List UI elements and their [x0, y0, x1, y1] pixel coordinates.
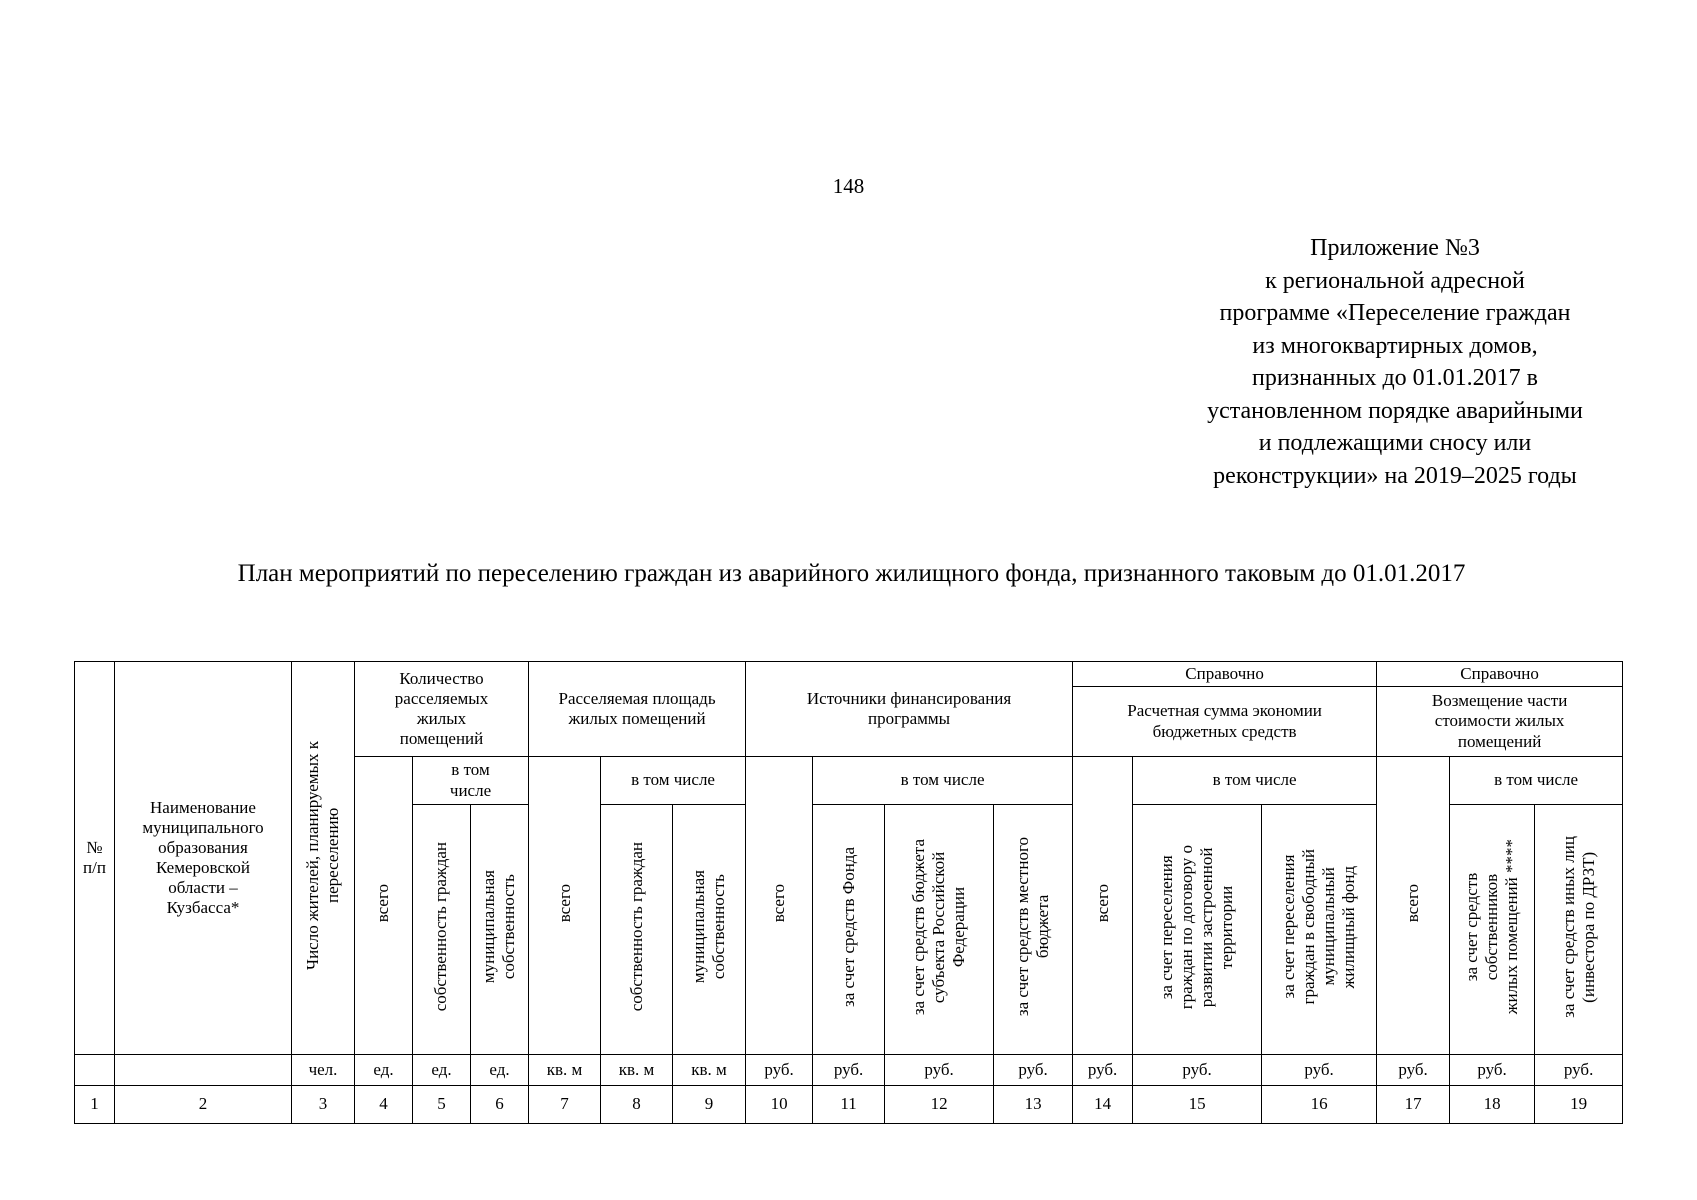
unit-cell: ед. [413, 1055, 471, 1086]
units-row [75, 1055, 1623, 1086]
col-header-area-citizens [601, 805, 673, 1055]
col-header-residents-line: Число жителей, планируемых к [302, 740, 322, 970]
column-number-cell: 8 [601, 1086, 673, 1124]
col-header-line: за счет средств [1462, 872, 1482, 982]
col-header-local-budget [994, 805, 1073, 1055]
group-header-savings-line: Расчетная сумма экономии [1127, 701, 1322, 721]
group-header-compensation-line: Возмещение части [1431, 691, 1568, 711]
compensation-including-header: в том числе [1450, 757, 1623, 805]
col-header-total-text: всего [554, 883, 574, 923]
group-header-compensation-line: стоимости жилых [1434, 711, 1565, 731]
plan-table [74, 661, 1623, 1124]
column-number-cell: 4 [355, 1086, 413, 1124]
group-header-area [529, 662, 746, 757]
column-number-cell: 16 [1262, 1086, 1377, 1124]
area-including-header: в том числе [601, 757, 746, 805]
column-number-cell: 10 [746, 1086, 813, 1124]
column-number-cell: 14 [1073, 1086, 1133, 1124]
col-header-number-line: п/п [83, 858, 106, 877]
col-header-line: территории [1217, 885, 1237, 969]
col-header-total-text: всего [769, 883, 789, 923]
col-header-line: жилых помещений **** [1502, 839, 1522, 1015]
col-header-line: субъекта Российской [929, 851, 949, 1003]
plan-title-text: План мероприятий по переселению граждан из аварийного жилищного фонда, признанного таковым до 01.01.2017 [237, 560, 1466, 587]
column-number-cell: 2 [115, 1086, 292, 1124]
appendix-line: программе «Переселение граждан [1219, 300, 1571, 326]
col-header-owners-funds [1450, 805, 1535, 1055]
col-header-sources-total [746, 757, 813, 1055]
col-header-total-text: всего [1092, 883, 1112, 923]
unit-cell: руб. [885, 1055, 994, 1086]
col-header-line: собственников [1482, 873, 1502, 981]
column-number-cell: 7 [529, 1086, 601, 1124]
col-header-municipality-line: образования [158, 837, 248, 857]
col-header-total-text: всего [373, 883, 393, 923]
col-header-line: муниципальная [479, 870, 499, 984]
group-header-sources-line: программы [868, 709, 951, 728]
unit-cell: руб. [1535, 1055, 1623, 1086]
col-header-line: граждан в свободный [1299, 849, 1319, 1005]
group-header-savings-line: бюджетных средств [1152, 721, 1297, 741]
column-number-cell: 6 [471, 1086, 529, 1124]
quantity-including-header [413, 757, 529, 805]
col-header-residents [292, 662, 355, 1055]
unit-cell: руб. [1262, 1055, 1377, 1086]
unit-cell: руб. [994, 1055, 1073, 1086]
col-header-line: собственность граждан [626, 842, 646, 1012]
unit-cell: руб. [1377, 1055, 1450, 1086]
appendix-header [1130, 232, 1660, 492]
col-header-line: за счет средств бюджета [908, 838, 928, 1016]
col-header-line: муниципальный [1319, 867, 1339, 987]
col-header-municipality-line: области – [168, 878, 238, 898]
unit-cell: руб. [1133, 1055, 1262, 1086]
appendix-line: к региональной адресной [1265, 267, 1525, 294]
unit-cell: кв. м [601, 1055, 673, 1086]
col-header-line: жилищный фонд [1339, 865, 1359, 989]
column-number-cell: 5 [413, 1086, 471, 1124]
plan-title [0, 560, 1697, 588]
unit-cell: руб. [1450, 1055, 1535, 1086]
quantity-including-line: числе [449, 780, 492, 800]
column-number-cell: 18 [1450, 1086, 1535, 1124]
appendix-line: установленном порядке аварийными [1207, 397, 1583, 424]
quantity-including-line: в том [451, 760, 490, 780]
appendix-line: и подлежащими сносу или [1258, 430, 1532, 456]
col-header-fund [813, 805, 885, 1055]
col-header-line: за счет переселения [1156, 855, 1176, 999]
unit-cell: руб. [746, 1055, 813, 1086]
col-header-line: за счет средств Фонда [838, 846, 858, 1007]
col-header-compensation-total [1377, 757, 1450, 1055]
savings-including-header: в том числе [1133, 757, 1377, 805]
col-header-municipality-line: Наименование [150, 797, 256, 817]
unit-cell: ед. [355, 1055, 413, 1086]
column-number-cell: 9 [673, 1086, 746, 1124]
column-number-cell: 19 [1535, 1086, 1623, 1124]
group-header-quantity-line: расселяемых [394, 688, 489, 708]
col-header-line: граждан по договору о [1177, 844, 1197, 1010]
col-header-line: развитии застроенной [1197, 847, 1217, 1007]
column-number-cell: 13 [994, 1086, 1073, 1124]
group-header-compensation [1377, 687, 1623, 757]
group-header-quantity-line: жилых [416, 709, 467, 728]
unit-cell: чел. [292, 1055, 355, 1086]
group-header-quantity [355, 662, 529, 757]
column-number-cell: 3 [292, 1086, 355, 1124]
col-header-municipality [115, 662, 292, 1055]
col-header-region-budget [885, 805, 994, 1055]
unit-cell [75, 1055, 115, 1086]
group-header-sources [746, 662, 1073, 757]
column-number-cell: 15 [1133, 1086, 1262, 1124]
appendix-line: признанных до 01.01.2017 в [1251, 365, 1539, 391]
group-header-compensation-line: помещений [1457, 731, 1542, 751]
col-header-municipality-line: Кузбасса* [166, 898, 240, 918]
col-header-municipality-line: муниципального [142, 817, 264, 837]
col-header-savings-total [1073, 757, 1133, 1055]
column-number-cell: 1 [75, 1086, 115, 1124]
column-numbers-row [75, 1086, 1623, 1124]
group-header-savings [1073, 687, 1377, 757]
col-header-line: Федерации [949, 886, 969, 968]
column-number-cell: 11 [813, 1086, 885, 1124]
col-header-line: муниципальная [689, 870, 708, 984]
appendix-line: реконструкции» на 2019–2025 годы [1213, 462, 1577, 489]
col-header-total-text: всего [1403, 883, 1423, 923]
col-header-area-municipal [673, 805, 746, 1055]
appendix-line: Приложение №3 [1310, 235, 1480, 261]
group-header-quantity-line: помещений [399, 729, 484, 749]
col-header-quantity-municipal [471, 805, 529, 1055]
col-header-line: собственность граждан [431, 842, 451, 1012]
col-header-number [75, 662, 115, 1055]
col-header-line: собственность [499, 874, 519, 980]
unit-cell: руб. [813, 1055, 885, 1086]
reference-header-savings: Справочно [1073, 662, 1377, 687]
col-header-other-funds [1535, 805, 1623, 1055]
unit-cell: руб. [1073, 1055, 1133, 1086]
appendix-line: из многоквартирных домов, [1252, 332, 1538, 359]
page-number: 148 [832, 174, 865, 198]
group-header-area-line: Расселяемая площадь [558, 688, 716, 708]
col-header-residents-line: переселению [323, 807, 342, 904]
col-header-resettle-free-fund [1262, 805, 1377, 1055]
col-header-municipality-line: Кемеровской [155, 858, 250, 877]
col-header-number-line: № [86, 837, 103, 857]
sources-including-header: в том числе [813, 757, 1073, 805]
col-header-line: за счет средств иных лиц [1558, 836, 1578, 1018]
col-header-line: собственность [709, 874, 729, 980]
unit-cell [115, 1055, 292, 1086]
reference-header-compensation: Справочно [1377, 662, 1623, 687]
col-header-area-total [529, 757, 601, 1055]
group-header-area-line: жилых помещений [568, 709, 706, 728]
col-header-line: (инвестора по ДРЗТ) [1578, 851, 1598, 1003]
col-header-line: за счет переселения [1278, 855, 1298, 999]
col-header-resettle-contract [1133, 805, 1262, 1055]
col-header-quantity-total [355, 757, 413, 1055]
unit-cell: кв. м [673, 1055, 746, 1086]
unit-cell: ед. [471, 1055, 529, 1086]
group-header-quantity-line: Количество [399, 668, 484, 688]
group-header-sources-line: Источники финансирования [806, 688, 1012, 708]
col-header-quantity-citizens [413, 805, 471, 1055]
column-number-cell: 12 [885, 1086, 994, 1124]
col-header-line: бюджета [1033, 895, 1053, 959]
unit-cell: кв. м [529, 1055, 601, 1086]
col-header-line: за счет средств местного [1013, 837, 1033, 1017]
column-number-cell: 17 [1377, 1086, 1450, 1124]
